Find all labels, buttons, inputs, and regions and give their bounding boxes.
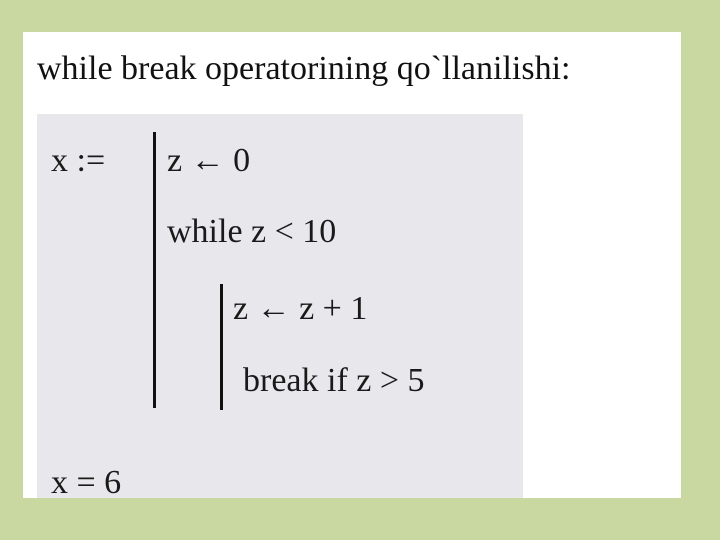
mathcad-worksheet xyxy=(37,114,523,498)
program-line-increment: z ← z + 1 xyxy=(233,290,368,327)
slide-panel xyxy=(23,32,681,498)
program-line-init: z ← 0 xyxy=(167,142,251,179)
program-bracket-inner xyxy=(220,284,223,410)
assign-label: x := xyxy=(51,142,106,179)
result-line: x = 6 xyxy=(51,464,122,498)
slide-title: while break operatorining qo`llanilishi: xyxy=(37,50,571,87)
program-line-while: while z < 10 xyxy=(167,213,337,250)
program-bracket-outer xyxy=(153,132,156,408)
program-line-break: break if z > 5 xyxy=(243,362,425,399)
